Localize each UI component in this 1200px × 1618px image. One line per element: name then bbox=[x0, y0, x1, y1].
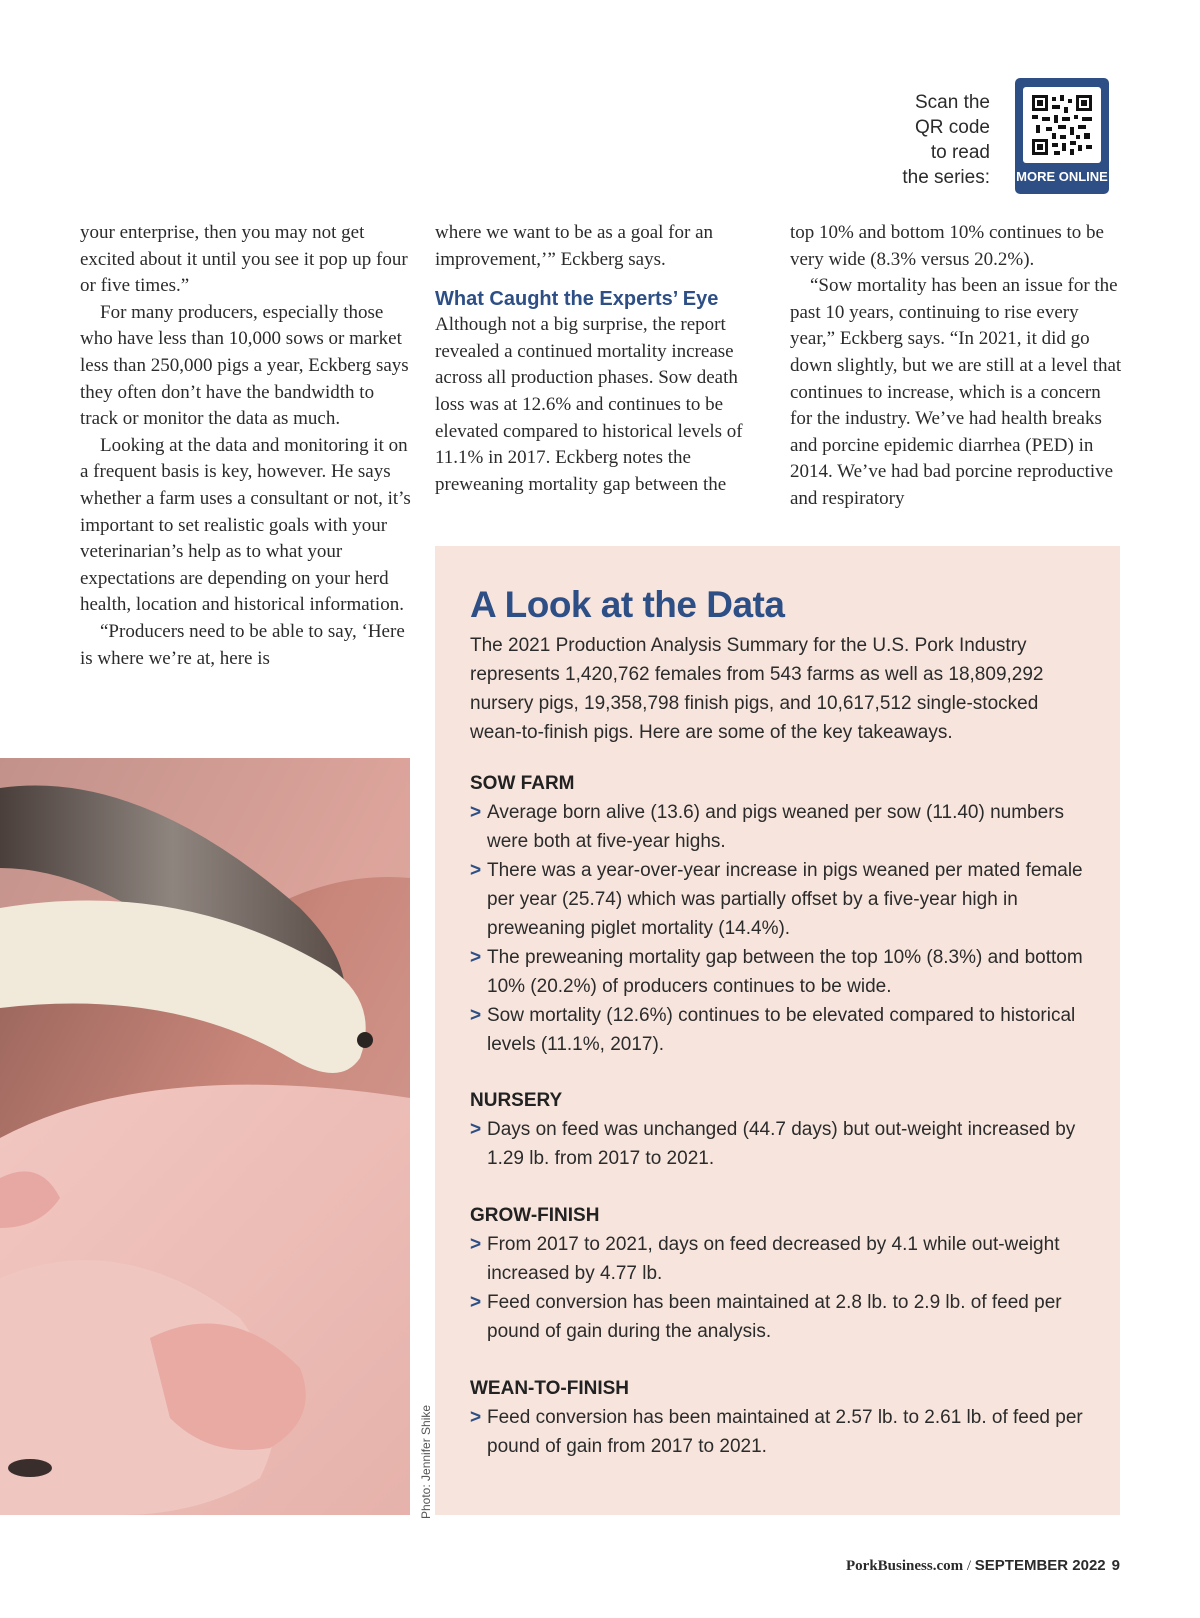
article-column-2 bbox=[435, 220, 770, 498]
page-footer bbox=[846, 1557, 1120, 1575]
paragraph: For many producers, especially those who have less than 10,000 sows or market less than 250,000 pigs a year, Eckberg says they often don’t have the bandwidth to track or monitor the data as much. bbox=[80, 301, 409, 430]
section-heading: GROW-FINISH bbox=[470, 1205, 600, 1226]
sidebar-title: A Look at the Data bbox=[470, 584, 785, 625]
list-item: > Sow mortality (12.6%) continues to be elevated compared to historical levels (11.1%, 2017). bbox=[470, 1001, 1095, 1059]
qr-caption-line: to read bbox=[930, 142, 990, 163]
footer-date: SEPTEMBER 2022 bbox=[974, 1557, 1106, 1574]
section-heading: WEAN-TO-FINISH bbox=[470, 1378, 630, 1399]
list-item: > Feed conversion has been maintained at 2.57 lb. to 2.61 lb. of feed per pound of gain from 2017 to 2021. bbox=[470, 1403, 1095, 1461]
footer-separator: / bbox=[963, 1558, 975, 1574]
takeaway-list bbox=[470, 1230, 1095, 1346]
paragraph: your enterprise, then you may not get excited about it until you see it pop up four or five times.” bbox=[80, 222, 408, 297]
section-heading: SOW FARM bbox=[470, 773, 575, 794]
article-column-3 bbox=[790, 220, 1125, 513]
paragraph: Although not a big surprise, the report revealed a continued mortality increase across all production phases. Sow death loss was at 12.6% and continues to be elevated compared to historical levels of 11.1% in 2017. Eckberg notes the preweaning mortality gap between the bbox=[435, 314, 743, 495]
qr-caption-line: QR code bbox=[915, 117, 990, 138]
list-item: > Feed conversion has been maintained at 2.8 lb. to 2.9 lb. of feed per pound of gain during the analysis. bbox=[470, 1288, 1095, 1346]
list-item: > Days on feed was unchanged (44.7 days) but out-weight increased by 1.29 lb. from 2017 to 2021. bbox=[470, 1115, 1095, 1173]
list-item: > From 2017 to 2021, days on feed decreased by 4.1 while out-weight increased by 4.77 lb. bbox=[470, 1230, 1095, 1288]
sidebar-intro: The 2021 Production Analysis Summary for the U.S. Pork Industry represents 1,420,762 females from 543 farms as well as 18,809,292 nursery pigs, 19,358,798 finish pigs, and 10,617,512 single-stocked wean-to-finish pigs. Here are some of the key takeaways. bbox=[470, 635, 1044, 743]
section-subhead: What Caught the Experts’ Eye bbox=[435, 288, 719, 311]
takeaway-list bbox=[470, 1115, 1095, 1173]
article-column-1 bbox=[80, 220, 415, 672]
takeaway-list bbox=[470, 1403, 1095, 1461]
data-sidebar bbox=[435, 546, 1120, 1515]
piglet-photo bbox=[0, 758, 410, 1515]
list-item: > The preweaning mortality gap between the top 10% (8.3%) and bottom 10% (20.2%) of producers continues to be wide. bbox=[470, 943, 1095, 1001]
section-wean-to-finish bbox=[470, 1374, 1095, 1461]
paragraph: Looking at the data and monitoring it on a frequent basis is key, however. He says whether a farm uses a consultant or not, it’s important to set realistic goals with your veterinarian’s help as to what your expectations are depending on your herd health, location and historical information. bbox=[80, 434, 411, 616]
list-item: > Average born alive (13.6) and pigs weaned per sow (11.40) numbers were both at five-year highs. bbox=[470, 798, 1095, 856]
paragraph: top 10% and bottom 10% continues to be very wide (8.3% versus 20.2%). bbox=[790, 222, 1104, 270]
paragraph: “Producers need to be able to say, ‘Here is where we’re at, here is bbox=[80, 620, 405, 669]
paragraph: “Sow mortality has been an issue for the past 10 years, continuing to rise every year,” Eckberg says. “In 2021, it did go down slightly, but we are still at a level that continues to increase, which is a concern for the industry. We’ve had health breaks and porcine epidemic diarrhea (PED) in 2014. We’ve had bad porcine reproductive and respiratory bbox=[790, 275, 1122, 509]
paragraph: where we want to be as a goal for an improvement,’” Eckberg says. bbox=[435, 222, 714, 270]
qr-caption-line: the series: bbox=[902, 167, 990, 188]
qr-code-badge[interactable] bbox=[1015, 78, 1109, 194]
photo-credit-text: Photo: Jennifer Shike bbox=[419, 1404, 433, 1519]
section-heading: NURSERY bbox=[470, 1090, 563, 1111]
section-grow-finish bbox=[470, 1201, 1095, 1346]
page-number: 9 bbox=[1111, 1557, 1120, 1574]
list-item: > There was a year-over-year increase in pigs weaned per mated female per year (25.74) which was partially offset by a five-year high in preweaning piglet mortality (14.4%). bbox=[470, 856, 1095, 943]
qr-code[interactable] bbox=[1023, 87, 1101, 163]
section-sow-farm bbox=[470, 769, 1095, 1059]
qr-caption-line: Scan the bbox=[915, 92, 990, 113]
qr-code-icon bbox=[1032, 95, 1092, 155]
piglet-image bbox=[0, 758, 410, 1515]
section-nursery bbox=[470, 1086, 1095, 1173]
qr-caption bbox=[860, 90, 990, 190]
takeaway-list bbox=[470, 798, 1095, 1059]
more-online-label: MORE ONLINE bbox=[1016, 169, 1108, 184]
footer-site: PorkBusiness.com bbox=[846, 1558, 964, 1574]
